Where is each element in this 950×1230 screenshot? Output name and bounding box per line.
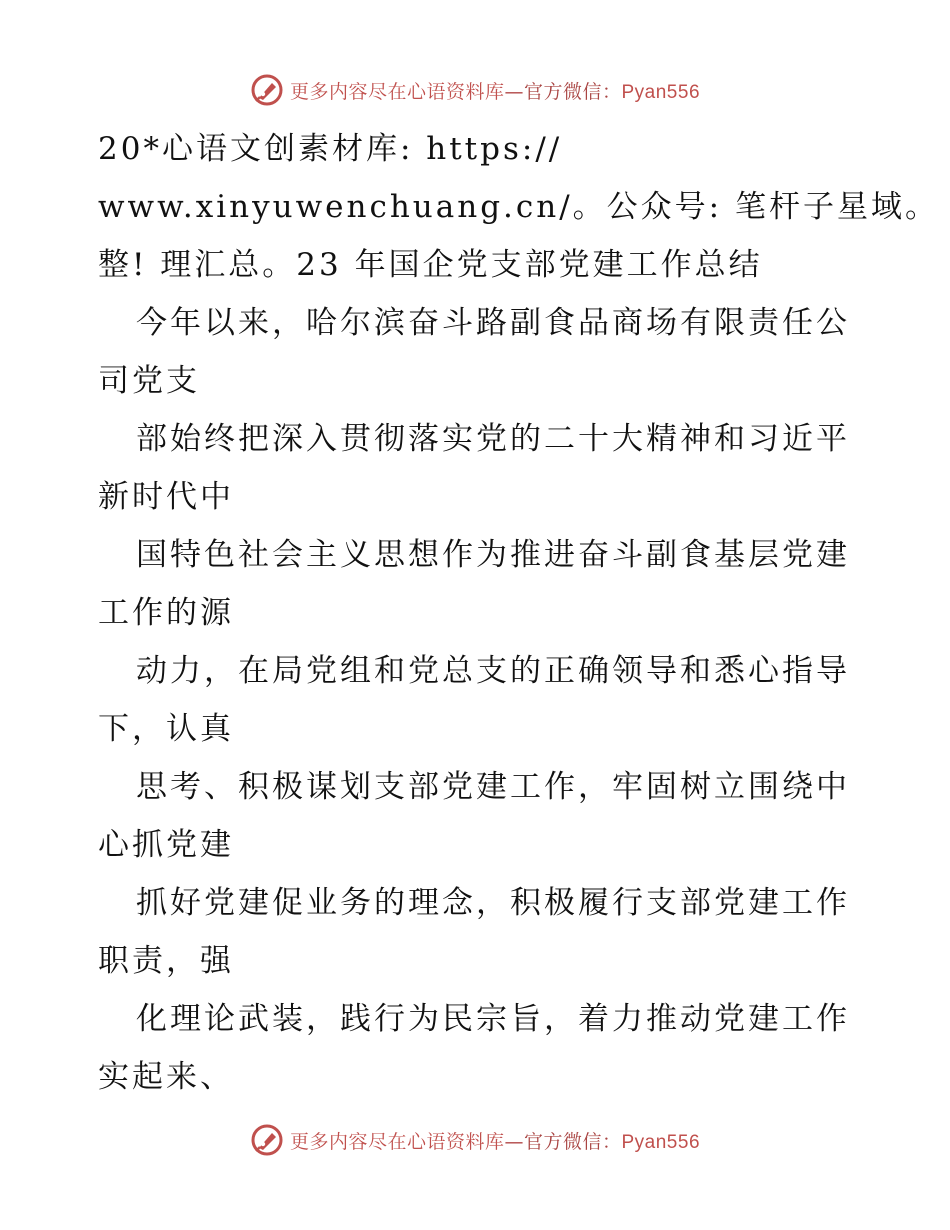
banner-slogan: 更多内容尽在心语资料库: [289, 80, 505, 103]
doc-title-line: 整! 理汇总。23 年国企党支部党建工作总结: [98, 247, 763, 283]
doc-line: 实起来、: [98, 1059, 234, 1095]
doc-line: 新时代中: [98, 479, 234, 515]
footer-banner-text: [290, 1127, 700, 1154]
banner-separator: —: [504, 1130, 524, 1153]
doc-line: 工作的源: [98, 595, 234, 631]
footer-banner-inner: [250, 1123, 700, 1157]
pen-nib-logo-icon: [250, 73, 284, 107]
banner-wechat-id: Pyan556: [621, 1131, 701, 1153]
banner-separator: —: [504, 80, 524, 103]
doc-line: 今年以来，哈尔滨奋斗路副食品商场有限责任公: [136, 305, 850, 341]
doc-line: 司党支: [98, 363, 200, 399]
pen-nib-logo-icon: [250, 1123, 284, 1157]
doc-line: 动力，在局党组和党总支的正确领导和悉心指导: [136, 653, 850, 689]
banner-slogan: 更多内容尽在心语资料库: [289, 1130, 505, 1153]
doc-line: 职责，强: [98, 943, 234, 979]
document-body: [98, 120, 939, 1106]
header-banner-text: [290, 77, 700, 104]
footer-banner: [0, 1120, 950, 1160]
doc-line: 化理论武装，践行为民宗旨，着力推动党建工作: [136, 1001, 850, 1037]
banner-wechat-label: 官方微信：: [523, 80, 622, 103]
banner-wechat-label: 官方微信：: [523, 1130, 622, 1153]
banner-wechat-id: Pyan556: [621, 81, 701, 103]
doc-line: 心抓党建: [98, 827, 234, 863]
doc-line: 20*心语文创素材库: https://: [98, 131, 563, 167]
doc-line: www.xinyuwenchuang.cn/。公众号: 笔杆子星域。: [98, 189, 939, 225]
doc-line: 部始终把深入贯彻落实党的二十大精神和习近平: [136, 421, 850, 457]
doc-line: 抓好党建促业务的理念，积极履行支部党建工作: [136, 885, 850, 921]
doc-line: 国特色社会主义思想作为推进奋斗副食基层党建: [136, 537, 850, 573]
header-banner-inner: [250, 73, 700, 107]
header-banner: [0, 70, 950, 110]
doc-line: 下，认真: [98, 711, 234, 747]
doc-line: 思考、积极谋划支部党建工作，牢固树立围绕中: [136, 769, 850, 805]
